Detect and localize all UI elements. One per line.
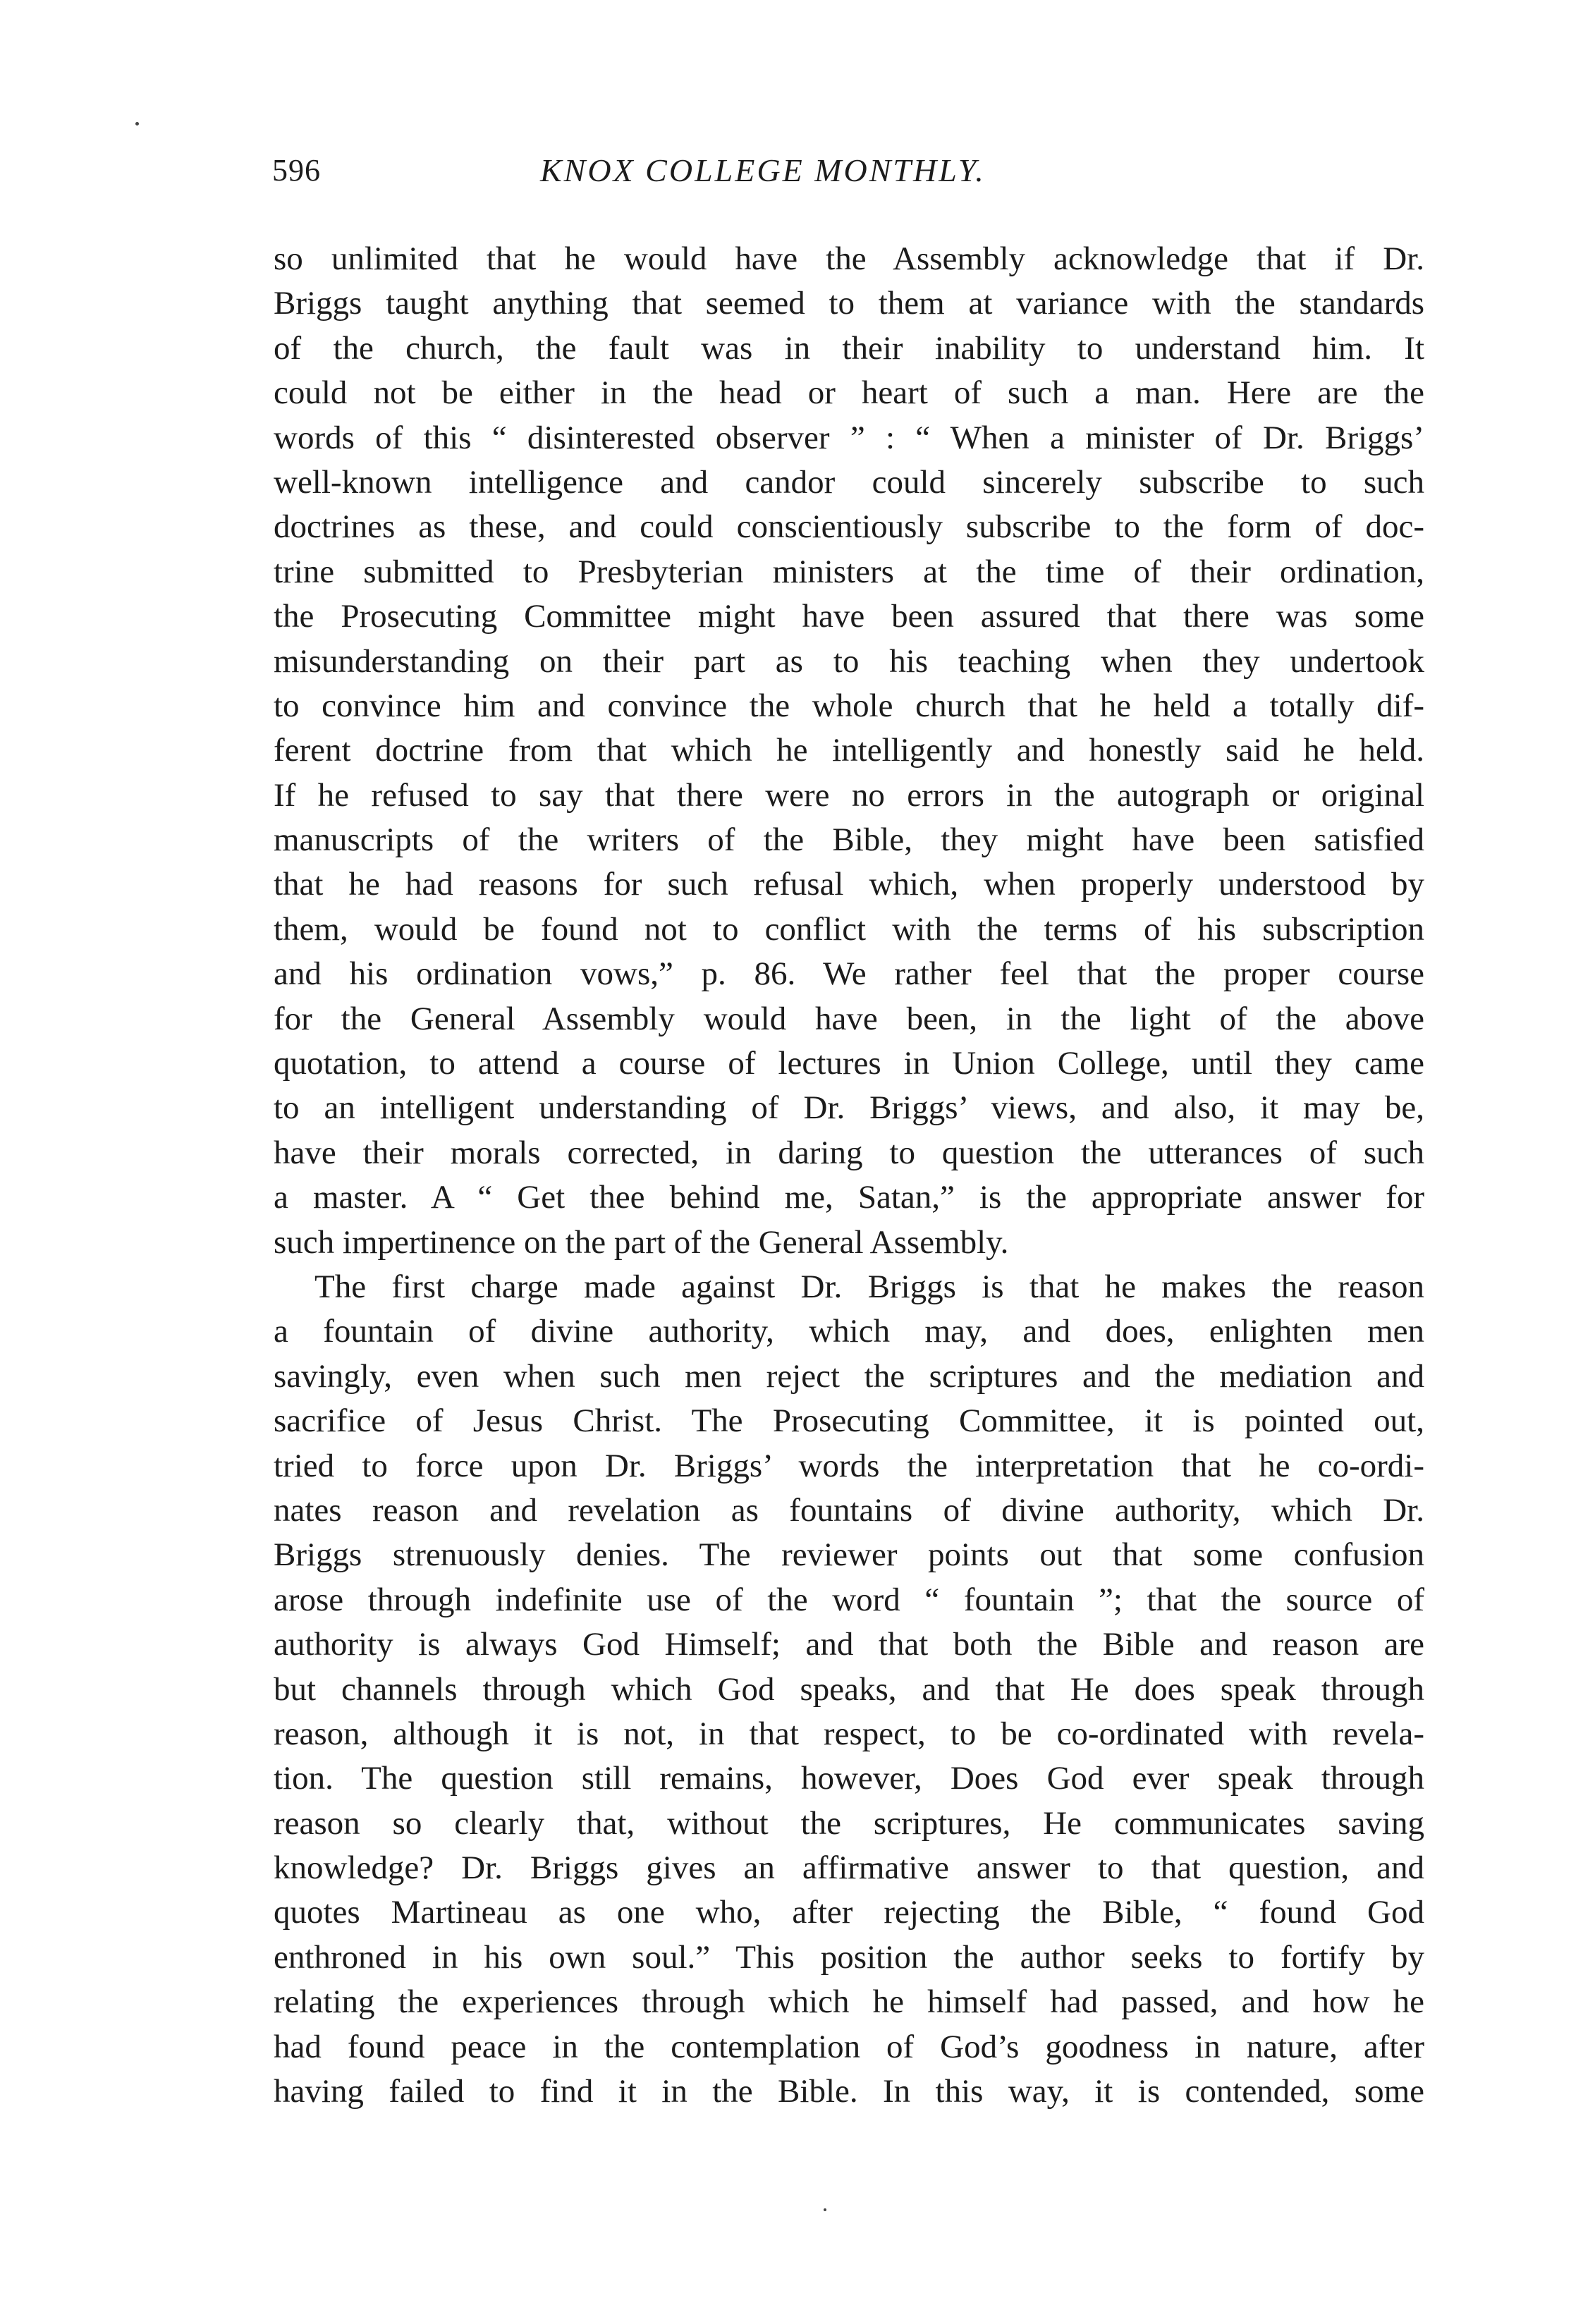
text-line: having failed to find it in the Bible. In this way, it is contended, some (274, 2073, 1424, 2110)
text-line: relating the experiences through which he himself had passed, and how he (274, 1983, 1424, 2021)
text-line: enthroned in his own soul.” This position the author seeks to fortify by (274, 1938, 1424, 1976)
text-line: Briggs strenuously denies. The reviewer points out that some confusion (274, 1536, 1424, 1574)
text-line: the Prosecuting Committee might have been assured that there was some (274, 598, 1424, 635)
text-line: quotation, to attend a course of lectures in Union College, until they came (274, 1045, 1424, 1082)
text-line: to an intelligent understanding of Dr. Briggs’ views, and also, it may be, (274, 1089, 1424, 1127)
text-line: of the church, the fault was in their inability to understand him. It (274, 329, 1424, 367)
text-line: a master. A “ Get thee behind me, Satan,” is the appropriate answer for (274, 1179, 1424, 1216)
text-line: words of this “ disinterested observer ” : “ When a minister of Dr. Briggs’ (274, 419, 1424, 456)
text-line: savingly, even when such men reject the scriptures and the mediation and (274, 1357, 1424, 1395)
text-line: could not be either in the head or heart of such a man. Here are the (274, 374, 1424, 412)
text-line: Briggs taught anything that seemed to them at variance with the standards (274, 285, 1424, 322)
text-line: so unlimited that he would have the Assembly acknowledge that if Dr. (274, 240, 1424, 277)
text-line: sacrifice of Jesus Christ. The Prosecuting Committee, it is pointed out, (274, 1402, 1424, 1440)
text-line: If he refused to say that there were no errors in the autograph or original (274, 776, 1424, 814)
text-line: authority is always God Himself; and that both the Bible and reason are (274, 1626, 1424, 1663)
running-head (272, 149, 1418, 199)
text-line: doctrines as these, and could conscientiously subscribe to the form of doc- (274, 508, 1424, 546)
text-line: arose through indefinite use of the word “ fountain ”; that the source of (274, 1581, 1424, 1618)
text-line: tried to force upon Dr. Briggs’ words the interpretation that he co-ordi- (274, 1447, 1424, 1484)
text-line: manuscripts of the writers of the Bible, they might have been satisfied (274, 821, 1424, 859)
page-number: 596 (272, 153, 321, 188)
text-line: them, would be found not to conflict with the terms of his subscription (274, 910, 1424, 948)
text-line: that he had reasons for such refusal which, when properly understood by (274, 866, 1424, 903)
text-line: well-known intelligence and candor could sincerely subscribe to such (274, 463, 1424, 501)
text-line: reason, although it is not, in that respect, to be co-ordinated with revela- (274, 1715, 1424, 1752)
text-line: and his ordination vows,” p. 86. We rather feel that the proper course (274, 955, 1424, 993)
text-line: for the General Assembly would have been, in the light of the above (274, 1000, 1424, 1037)
paragraph-first-line: The first charge made against Dr. Briggs is that he makes the reason (314, 1268, 1424, 1305)
text-line: ferent doctrine from that which he intelligently and honestly said he held. (274, 732, 1424, 769)
text-line: had found peace in the contemplation of God’s goodness in nature, after (274, 2028, 1424, 2065)
text-line: nates reason and revelation as fountains of divine authority, which Dr. (274, 1491, 1424, 1529)
text-line: reason so clearly that, without the scriptures, He communicates saving (274, 1804, 1424, 1842)
text-line: to convince him and convince the whole church that he held a totally dif- (274, 687, 1424, 724)
text-line: tion. The question still remains, however, Does God ever speak through (274, 1760, 1424, 1797)
print-speck (824, 2208, 826, 2211)
print-speck (135, 122, 139, 126)
journal-title: KNOX COLLEGE MONTHLY. (540, 152, 986, 188)
text-line: a fountain of divine authority, which may, and does, enlighten men (274, 1313, 1424, 1350)
text-line: trine submitted to Presbyterian ministers at the time of their ordination, (274, 553, 1424, 590)
text-line: knowledge? Dr. Briggs gives an affirmative answer to that question, and (274, 1849, 1424, 1887)
paragraph-end-line: such impertinence on the part of the General Assembly. (274, 1223, 1009, 1261)
text-line: have their morals corrected, in daring to question the utterances of such (274, 1134, 1424, 1171)
text-line: but channels through which God speaks, and that He does speak through (274, 1670, 1424, 1708)
text-line: misunderstanding on their part as to his teaching when they undertook (274, 642, 1424, 680)
text-line: quotes Martineau as one who, after rejecting the Bible, “ found God (274, 1894, 1424, 1931)
body-text (274, 237, 1424, 2114)
